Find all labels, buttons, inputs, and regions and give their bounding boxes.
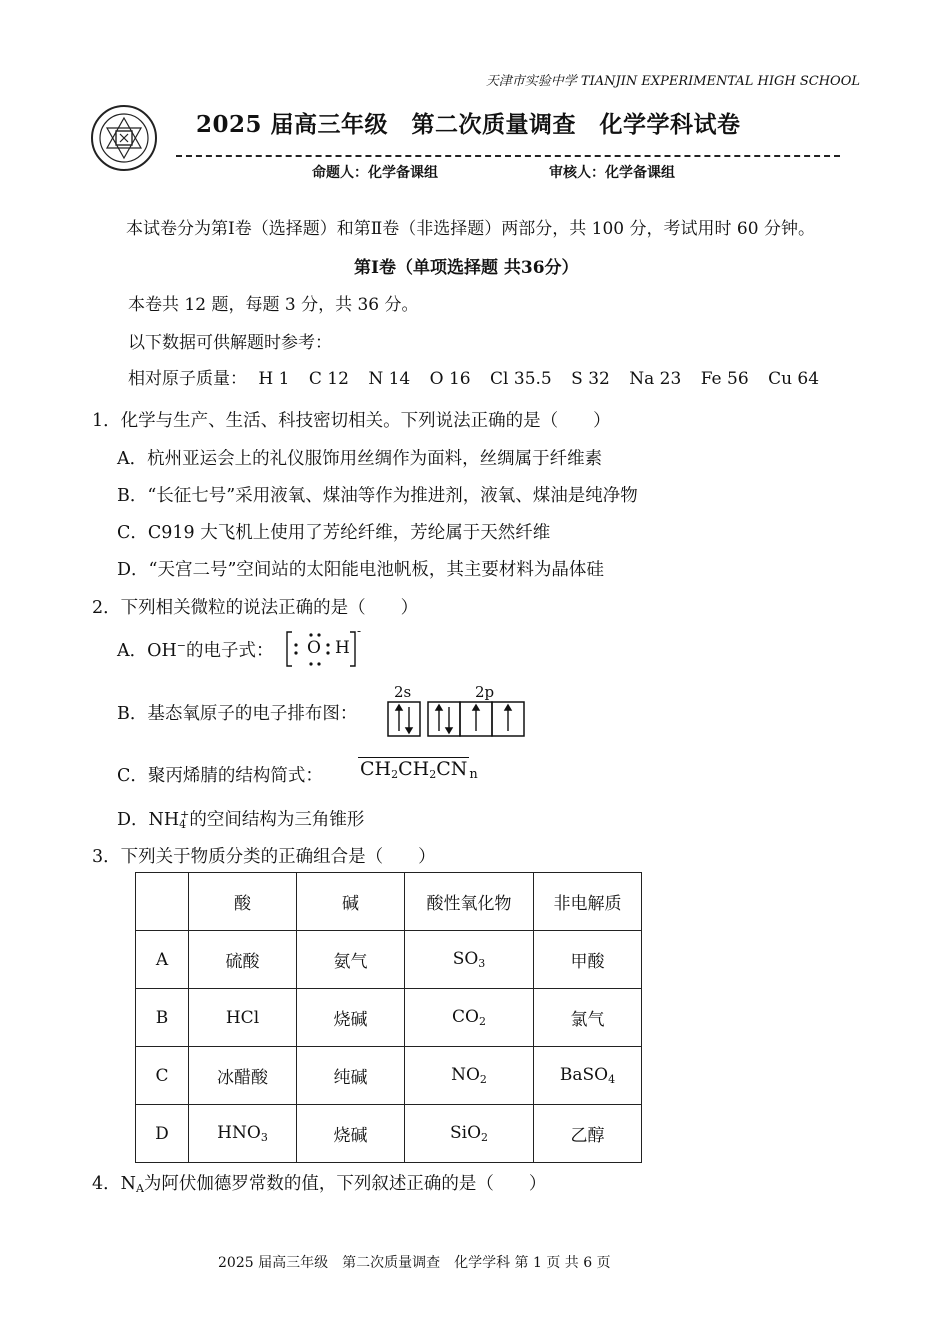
atomic-mass-label: 相对原子质量：: [128, 369, 247, 389]
hydrogen-symbol: H: [335, 638, 350, 658]
table-row: [136, 1047, 642, 1105]
acid-cell: HCl: [189, 989, 297, 1047]
orbital-label-2s: 2s: [394, 683, 412, 701]
atomic-mass-item: C 12: [308, 369, 349, 389]
oxide-text: SO: [452, 949, 479, 969]
polyacrylonitrile-formula: [350, 758, 478, 782]
question-1-option-d: D．“天宫二号”空间站的太阳能电池帆板，其主要材料为晶体硅: [117, 560, 604, 580]
exam-title: 2025 届高三年级 第二次质量调查 化学学科试卷: [196, 111, 741, 138]
base-cell: 烧碱: [297, 989, 405, 1047]
note-line: 本卷共 12 题，每题 3 分，共 36 分。: [128, 295, 419, 315]
base-cell: 烧碱: [297, 1105, 405, 1163]
atomic-mass-item: S 32: [571, 369, 610, 389]
formula-cn: CN: [436, 758, 468, 780]
oxide-cell: [405, 1105, 534, 1163]
atomic-mass-item: Cl 35.5: [490, 369, 552, 389]
acid-text: HNO: [217, 1123, 261, 1143]
table-row: [136, 1105, 642, 1163]
row-label: B: [136, 989, 189, 1047]
table-header-row: [136, 873, 642, 931]
atomic-mass-item: Na 23: [629, 369, 682, 389]
classification-table: [135, 872, 642, 1163]
orbital-diagram: [386, 700, 532, 738]
nonelectrolyte-sub: 4: [608, 1073, 616, 1086]
oxygen-symbol: O: [307, 638, 321, 658]
electron-formula: [284, 624, 364, 670]
nonelectrolyte-cell: 氯气: [534, 989, 642, 1047]
electron-brackets: [284, 628, 364, 670]
formula-n: n: [469, 767, 478, 782]
oxide-text: NO: [451, 1065, 480, 1085]
atomic-mass-item: Cu 64: [768, 369, 820, 389]
note-line: 以下数据可供解题时参考：: [128, 333, 332, 353]
option-a-prefix: A．OH: [117, 641, 177, 661]
author-label: 命题人：化学备课组: [312, 165, 438, 181]
negative-charge: -: [357, 624, 362, 638]
oxide-cell: [405, 989, 534, 1047]
row-label: A: [136, 931, 189, 989]
q4-prefix: 4．N: [92, 1174, 136, 1194]
nonelectrolyte-text: BaSO: [559, 1065, 609, 1085]
acid-cell: [189, 1105, 297, 1163]
oxide-sub: 2: [479, 1073, 487, 1086]
school-name: 天津市实验中学 TIANJIN EXPERIMENTAL HIGH SCHOOL: [485, 74, 860, 89]
row-label: D: [136, 1105, 189, 1163]
formula-sub: 2: [391, 768, 399, 781]
oxide-sub: 2: [481, 1131, 489, 1144]
option-d-sub: 4: [179, 818, 187, 831]
oxide-sub: 3: [478, 957, 486, 970]
oxide-cell: [405, 931, 534, 989]
header-divider: [176, 155, 840, 157]
orbital-label-2p: 2p: [475, 683, 495, 701]
table-header-cell: 酸性氧化物: [405, 873, 534, 931]
exam-intro: 本试卷分为第Ⅰ卷（选择题）和第Ⅱ卷（非选择题）两部分，共 100 分，考试用时 60 分钟。: [126, 219, 815, 239]
option-d-sup: +: [180, 808, 190, 821]
formula-ch: CH: [360, 758, 392, 780]
acid-sub: 3: [260, 1131, 268, 1144]
atomic-mass-item: N 14: [368, 369, 411, 389]
table-header-cell: [136, 873, 189, 931]
question-2-option-d: [117, 806, 364, 831]
option-d-prefix: D．NH: [117, 810, 180, 830]
charge-superscript: −: [176, 639, 186, 652]
base-cell: 氨气: [297, 931, 405, 989]
q4-sub: A: [135, 1182, 144, 1195]
question-2-stem: 2．下列相关微粒的说法正确的是（ ）: [92, 598, 419, 618]
reviewer-label: 审核人：化学备课组: [549, 165, 675, 181]
section-title: 第Ⅰ卷（单项选择题 共36分）: [354, 258, 579, 278]
oxide-text: CO: [452, 1007, 479, 1027]
table-header-cell: 碱: [297, 873, 405, 931]
acid-cell: 冰醋酸: [189, 1047, 297, 1105]
row-label: C: [136, 1047, 189, 1105]
option-a-suffix: 的电子式：: [185, 641, 274, 661]
oxide-cell: [405, 1047, 534, 1105]
atomic-mass-row: [128, 364, 819, 389]
table-header-cell: 非电解质: [534, 873, 642, 931]
formula-repeat-unit: [358, 757, 469, 780]
formula-ch: CH: [398, 758, 430, 780]
question-1-option-b: B．“长征七号”采用液氧、煤油等作为推进剂，液氧、煤油是纯净物: [117, 486, 638, 506]
atomic-mass-item: O 16: [429, 369, 471, 389]
atomic-mass-item: Fe 56: [700, 369, 749, 389]
option-d-suffix: 的空间结构为三角锥形: [189, 810, 365, 830]
question-2-option-b: B．基态氧原子的电子排布图：: [117, 704, 358, 724]
question-1-option-a: A．杭州亚运会上的礼仪服饰用丝绸作为面料，丝绸属于纤维素: [117, 449, 603, 469]
question-4-stem: [92, 1170, 546, 1195]
formula-sub: 2: [429, 768, 437, 781]
question-1-stem: 1．化学与生产、生活、科技密切相关。下列说法正确的是（ ）: [92, 411, 611, 431]
table-row: [136, 931, 642, 989]
table-row: [136, 989, 642, 1047]
oxide-text: SiO: [449, 1123, 482, 1143]
question-1-option-c: C．C919 大飞机上使用了芳纶纤维，芳纶属于天然纤维: [117, 523, 551, 543]
nonelectrolyte-cell: [534, 1047, 642, 1105]
base-cell: 纯碱: [297, 1047, 405, 1105]
question-3-stem: 3．下列关于物质分类的正确组合是（ ）: [92, 847, 436, 867]
nonelectrolyte-cell: 甲酸: [534, 931, 642, 989]
atomic-mass-item: H 1: [258, 369, 290, 389]
question-2-option-a: [117, 637, 273, 662]
school-logo: [90, 104, 158, 172]
question-2-option-c: C．聚丙烯腈的结构简式：: [117, 766, 323, 786]
page-footer: 2025 届高三年级 第二次质量调查 化学学科 第 1 页 共 6 页: [218, 1255, 611, 1271]
table-header-cell: 酸: [189, 873, 297, 931]
oxide-sub: 2: [478, 1015, 486, 1028]
nonelectrolyte-cell: 乙醇: [534, 1105, 642, 1163]
q4-suffix: 为阿伏伽德罗常数的值，下列叙述正确的是（ ）: [143, 1174, 547, 1194]
acid-cell: 硫酸: [189, 931, 297, 989]
